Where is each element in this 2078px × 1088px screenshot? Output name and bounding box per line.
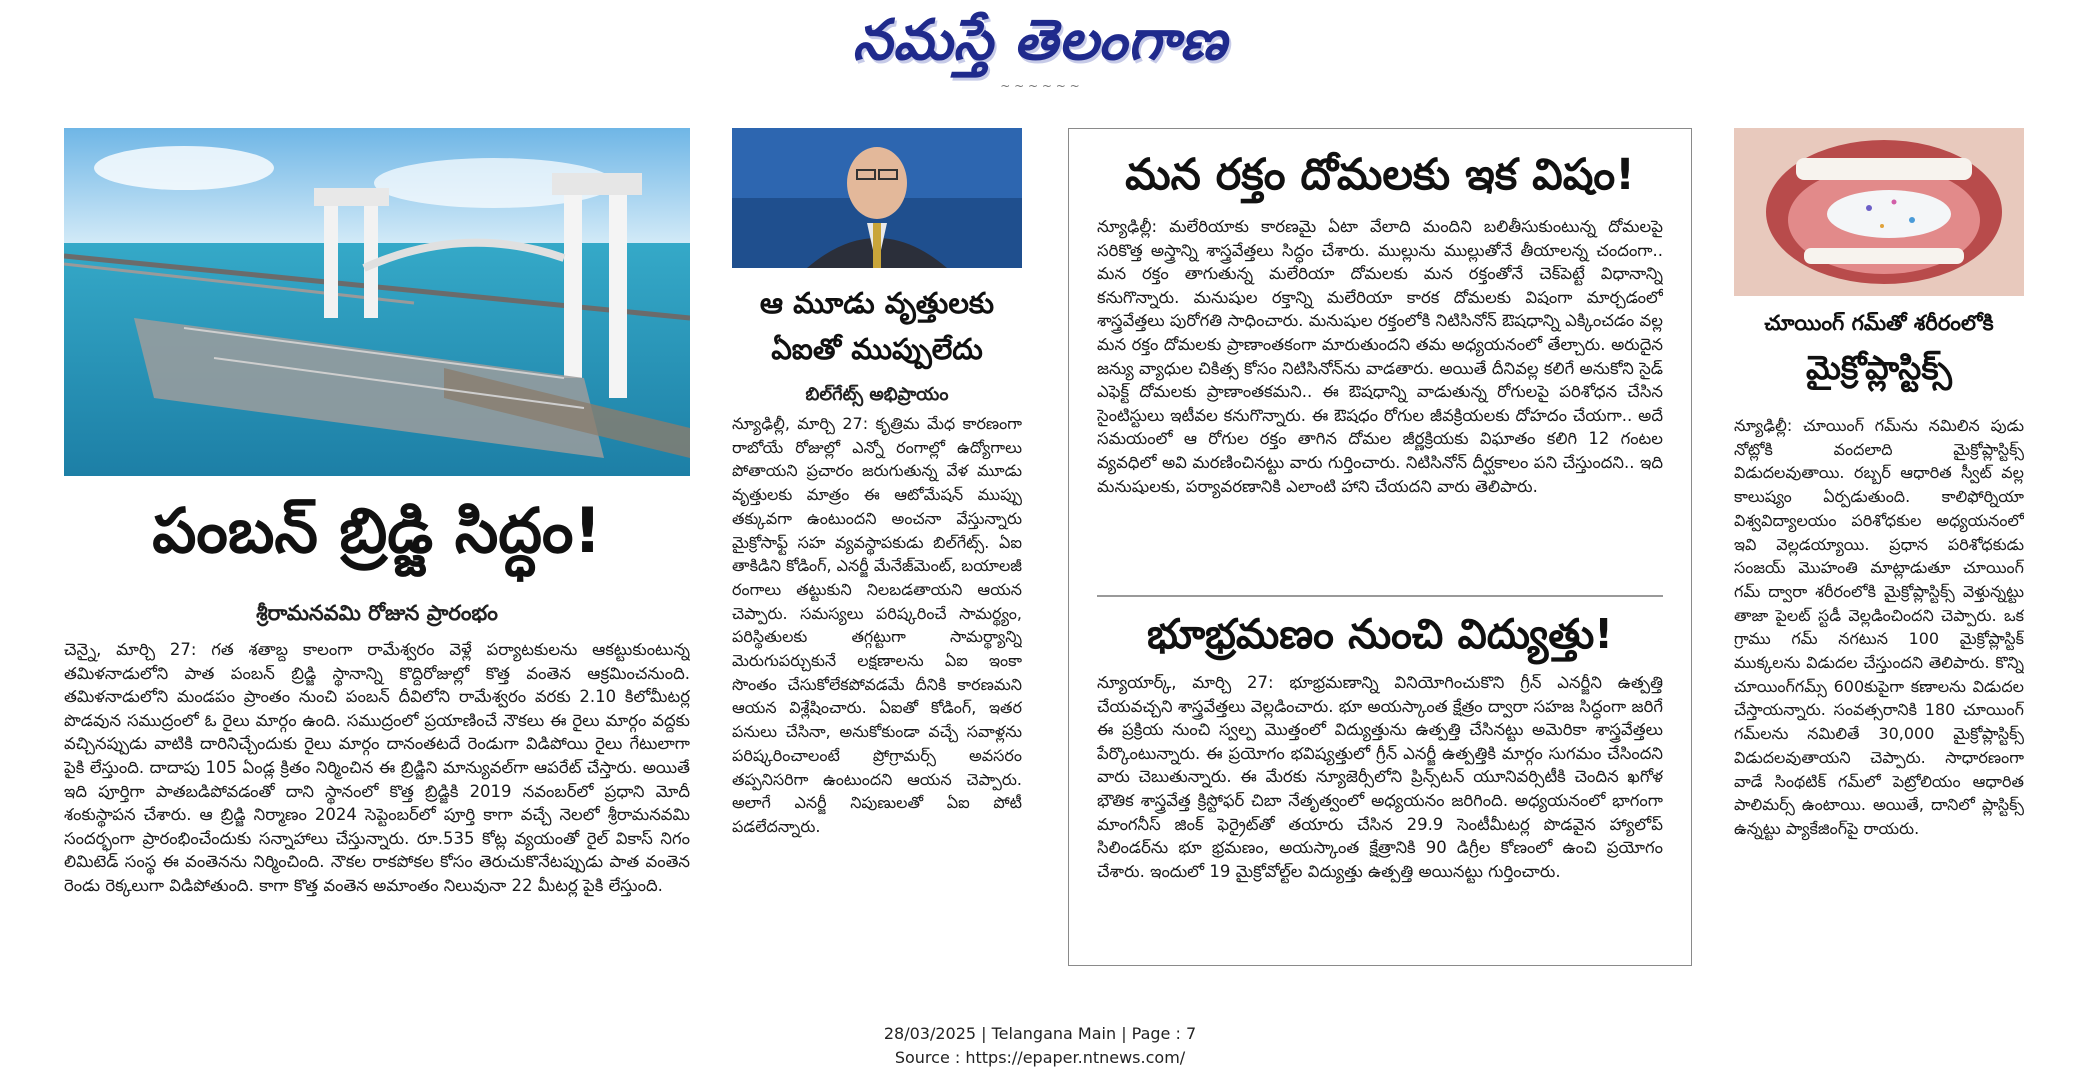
gates-article [732,128,1022,966]
mouth-photo [1734,128,2024,296]
science-box [1068,128,1692,966]
portrait-illustration [732,128,1022,268]
pamban-body: చెన్నై, మార్చి 27: గత శతాబ్ద కాలంగా రామేశ్వరం వెళ్లే పర్యాటకులను ఆకట్టుకుంటున్న తమిళనాడులోని పాత పంబన్ బ్రిడ్జి స్థానాన్ని కొద్దిరోజుల్లో కొత్త వంతెన ఆక్రమించనుంది. తమిళనాడులోని మండపం ప్రాంతం నుంచి పంబన్ దీవిలోని రామేశ్వరం వరకు 2.10 కిలోమీటర్ల పొడవున సముద్రంలో ఓ రైలు మార్గం ఉంది. సముద్రంలో ప్రయాణించే నౌకలు ఈ రైలు మార్గం వద్దకు వచ్చినప్పుడు వాటికి దారినిచ్చేందుకు రైలు మార్గం దానంతటదే రెండుగా విడిపోయి రైలు గేటులాగా పైకి లేస్తుంది. దాదాపు 105 ఏండ్ల క్రితం నిర్మించిన ఈ బ్రిడ్జిని మాన్యువల్‌గా ఆపరేట్ చేస్తారు. అయితే ఇది పూర్తిగా పాతబడిపోవడంతో దాని స్థానంలో కొత్త బ్రిడ్జికి 2019 నవంబర్‌లో ప్రధాని మోదీ శంకుస్థాపన చేశారు. ఆ బ్రిడ్జి నిర్మాణం 2024 సెప్టెంబర్‌లో పూర్తి కాగా వచ్చే నెలలో శ్రీరామనవమి సందర్భంగా ప్రారంభించేందుకు సన్నాహాలు చేస్తున్నారు. రూ.535 కోట్ల వ్యయంతో రైల్ వికాస్ నిగం లిమిటెడ్ సంస్థ ఈ వంతెనను నిర్మించింది. నౌకల రాకపోకల కోసం తెరుచుకొనేటప్పుడు పాత వంతెన రెండు రెక్కలుగా విడిపోతుంది. కాగా కొత్త వంతెన అమాంతం నిలువునా 22 మీటర్ల పైకి లేస్తుంది. [64,640,690,895]
gum-headline: మైక్రోప్లాస్టిక్స్ [1806,348,1952,387]
article-divider [1097,595,1663,597]
masthead [600,0,1480,100]
gates-headline-line1: ఆ మూడు వృత్తులకు [759,286,995,320]
footer-date-line: 28/03/2025 | Telangana Main | Page : 7 [883,1024,1197,1043]
geothermal-body: న్యూయార్క్, మార్చి 27: భూభ్రమణాన్ని వినియోగించుకొని గ్రీన్ ఎనర్జీని ఉత్పత్తి చేయవచ్చని శాస్త్రవేత్తలు వెల్లడించారు. భూ అయస్కాంత క్షేత్రం ద్వారా సహజ సిద్ధంగా జరిగే ఈ ప్రక్రియ నుంచి స్వల్ప మొత్తంలో విద్యుత్తును ఉత్పత్తి చేసినట్టు అమెరికా శాస్త్రవేత్తలు పేర్కొంటున్నారు. ఈ ప్రయోగం భవిష్యత్తులో గ్రీన్ ఎనర్జీ ఉత్పత్తికి మార్గం సుగమం చేసిందని వారు చెబుతున్నారు. ఈ మేరకు న్యూజెర్సీలోని ప్రిన్స్‌టన్ యూనివర్సిటీకి చెందిన ఖగోళ భౌతిక శాస్త్రవేత్త క్రిస్టోఫర్ చిబా నేతృత్వంలో అధ్యయనం జరిగింది. అధ్యయనంలో భాగంగా మాంగనీస్ జింక్ ఫెర్రైట్‌తో తయారు చేసిన 29.9 సెంటీమీటర్ల పొడవైన హ్యాలోప్ సిలిండర్‌ను భూ భ్రమణం, అయస్కాంత క్షేత్రానికి 90 డిగ్రీల కోణంలో ఉంచి ప్రయోగం చేశారు. ఇందులో 19 మైక్రోవోల్ట్‌ల విద్యుత్తు ఉత్పత్తి అయినట్టు గుర్తించారు. [1097,673,1663,881]
pamban-article [64,128,690,978]
pamban-headline: పంబన్ బ్రిడ్జి సిద్ధం! [152,494,602,567]
bridge-photo [64,128,690,476]
mosquito-body: న్యూఢిల్లీ: మలేరియాకు కారణమై ఏటా వేలాది మందిని బలితీసుకుంటున్న దోమలపై సరికొత్త అస్త్రాన్ని శాస్త్రవేత్తలు సిద్ధం చేశారు. ముల్లును ముల్లుతోనే తీయాలన్న చందంగా.. మన రక్తం తాగుతున్న మలేరియా దోమలకు మన రక్తంతోనే చెక్‌పెట్టే విధానాన్ని కనుగొన్నారు. మనుషుల రక్తాన్ని మలేరియా కారక దోమలకు విషంగా మార్చడంలో శాస్త్రవేత్తలు పురోగతి సాధించారు. మనుషుల రక్తంలోకి నిటిసినోన్ ఔషధాన్ని ఎక్కించడం వల్ల మన రక్తం దోమలకు ప్రాణాంతకంగా మారుతుందని తమ అధ్యయనంలో తేల్చారు. అరుదైన జన్యు వ్యాధుల చికిత్స కోసం నిటిసినోన్‌ను వాడతారు. అయితే దీనివల్ల కలిగే అనుకోని సైడ్ ఎఫెక్ట్ దోమలకు ప్రాణాంతకమని.. ఈ ఔషధాన్ని వాడుతున్న రోగులపై పరిశోధన చేసిన సైంటిస్టులు ఇటీవల కనుగొన్నారు. ఈ ఔషధం రోగుల జీవక్రియలకు దోహదం చేయగా.. అదే సమయంలో ఆ రోగుల రక్తం తాగిన దోమల జీర్ణక్రియకు విఘాతం కలిగి 12 గంటల వ్యవధిలో అవి మరణించినట్టు వారు గుర్తించారు. నిటిసినోన్ దీర్ఘకాలం పని చేస్తుందని.. ఇది మనుషులకు, పర్యావరణానికి ఎలాంటి హాని చేయదని వారు తెలిపారు. [1097,217,1663,496]
footer-source-link[interactable]: Source : https://epaper.ntnews.com/ [894,1048,1186,1067]
gates-body: న్యూఢిల్లీ, మార్చి 27: కృత్రిమ మేధ కారణంగా రాబోయే రోజుల్లో ఎన్నో రంగాల్లో ఉద్యోగాలు పోతాయని ప్రచారం జరుగుతున్న వేళ మూడు వృత్తులకు మాత్రం ఈ ఆటోమేషన్ ముప్పు తక్కువగా ఉంటుందని అంచనా వేస్తున్నారు మైక్రోసాఫ్ట్ సహ వ్యవస్థాపకుడు బిల్‌గేట్స్. ఏఐ తాకిడిని కోడింగ్, ఎనర్జీ మేనేజ్‌మెంట్, బయాలజీ రంగాలు తట్టుకుని నిలబడతాయని ఆయన చెప్పారు. సమస్యలు పరిష్కరించే సామర్థ్యం, పరిస్థితులకు తగ్గట్టుగా సామర్థ్యాన్ని మెరుగుపర్చుకునే లక్షణాలను ఏఐ ఇంకా సొంతం చేసుకోలేకపోవడమే దీనికి కారణమని ఆయన విశ్లేషించారు. ఏఐతో కోడింగ్, ఇతర పనులు చేసినా, అనుకోకుండా వచ్చే సవాళ్లను పరిష్కరించాలంటే ప్రోగ్రామర్స్ అవసరం తప్పనిసరిగా ఉంటుందని ఆయన చెప్పారు. అలాగే ఎనర్జీ నిపుణులతో ఏఐ పోటీ పడలేదన్నారు. [732,414,1022,836]
bridge-illustration [64,128,690,476]
chewing-gum-illustration [1734,128,2024,296]
bill-gates-photo [732,128,1022,268]
masthead-fragment: ~ ~ ~ ~ ~ ~ [1000,79,1080,93]
gum-body: న్యూఢిల్లీ: చూయింగ్ గమ్‌ను నమిలిన పుడు నోట్లోకి వందలాది మైక్రోప్లాస్టిక్స్ విడుదలవుతాయి. రబ్బర్ ఆధారిత స్వీట్ వల్ల కాలుష్యం ఏర్పడుతుంది. కాలిఫోర్నియా విశ్వవిద్యాలయం పరిశోధకుల అధ్యయనంలో ఇవి వెల్లడయ్యాయి. ప్రధాన పరిశోధకుడు సంజయ్ మొహంతి మాట్లాడుతూ చూయింగ్ గమ్ ద్వారా శరీరంలోకి మైక్రోప్లాస్టిక్స్ వెళ్తున్నట్టు తాజా పైలట్ స్టడీ వెల్లడించిందని చెప్పారు. ఒక గ్రాము గమ్ నగటున 100 మైక్రోప్లాస్టిక్ ముక్కలను విడుదల చేస్తుందని తెలిపారు. కొన్ని చూయింగ్‌గమ్స్ 600కుపైగా కణాలను విడుదల చేస్తాయన్నారు. సంవత్సరానికి 180 చూయింగ్ గమ్‌లను నమిలితే 30,000 మైక్రోప్లాస్టిక్స్ విడుదలవుతాయని చెప్పారు. సాధారణంగా వాడే సింథటిక్ గమ్‌లో పెట్రోలియం ఆధారిత పాలిమర్స్ ఉంటాయి. అయితే, దానిలో ప్లాస్టిక్స్ ఉన్నట్టు ప్యాకేజింగ్‌పై రాయరు. [1734,416,2024,838]
mosquito-headline: మన రక్తం దోమలకు ఇక విషం! [1125,150,1635,200]
gum-article [1734,128,2024,968]
gates-headline-line2: ఏఐతో ముప్పులేదు [771,332,983,366]
gum-kicker: చూయింగ్ గమ్‌తో శరీరంలోకి [1764,311,1994,335]
pamban-subheadline: శ్రీరామనవమి రోజున ప్రారంభం [256,601,498,625]
gates-byline: బిల్‌గేట్స్ అభిప్రాయం [805,384,949,405]
newspaper-logo: నమస్తే తెలంగాణ [852,7,1228,73]
geothermal-headline: భూభ్రమణం నుంచి విద్యుత్తు! [1146,610,1614,658]
